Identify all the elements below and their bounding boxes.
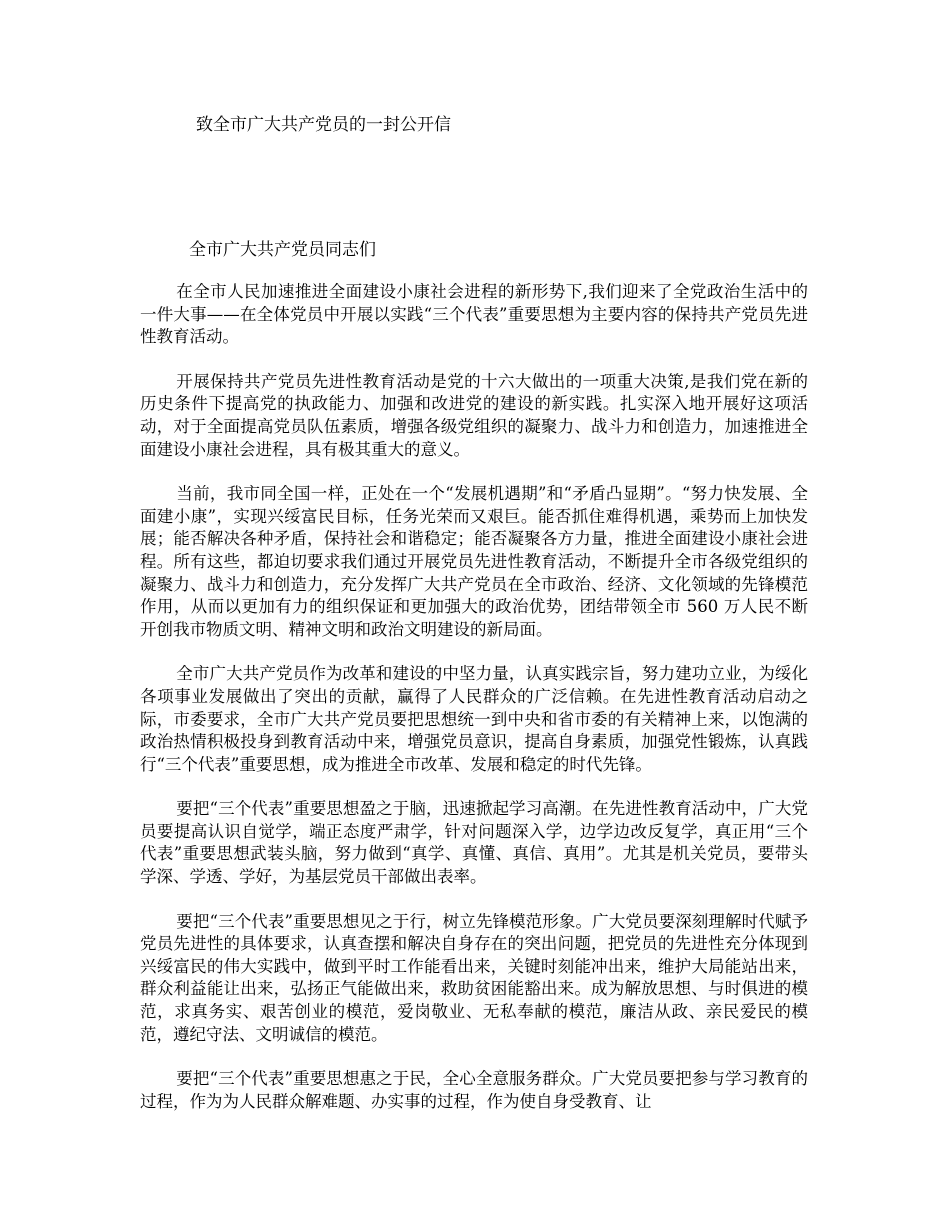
paragraph: 要把“三个代表”重要思想盈之于脑，迅速掀起学习高潮。在先进性教育活动中，广大党员要提高认识自觉学，端正态度严肃学，针对问题深入学，边学边改反复学，真正用“三个代表”重要思想武装头脑，努力做到“真学、真懂、真信、真用”。尤其是机关党员，要带头学深、学透、学好，为基层党员干部做出表率。	[140, 799, 808, 887]
paragraph: 当前，我市同全国一样，正处在一个“发展机遇期”和“矛盾凸显期”。“努力快发展、全面建小康”，实现兴绥富民目标，任务光荣而又艰巨。能否抓住难得机遇，乘势而上加快发展；能否解决各种矛盾，保持社会和谐稳定；能否凝聚各方力量，推进全面建设小康社会进程。所有这些，都迫切要求我们通过开展党员先进性教育活动，不断提升全市各级党组织的凝聚力、战斗力和创造力，充分发挥广大共产党员在全市政治、经济、文化领域的先锋模范作用，从而以更加有力的组织保证和更加强大的政治优势，团结带领全市 560 万人民不断开创我市物质文明、精神文明和政治文明建设的新局面。	[140, 484, 808, 639]
paragraph: 要把“三个代表”重要思想见之于行，树立先锋模范形象。广大党员要深刻理解时代赋予党员先进性的具体要求，认真查摆和解决自身存在的突出问题，把党员的先进性充分体现到兴绥富民的伟大实践中，做到平时工作能看出来，关键时刻能冲出来，维护大局能站出来，群众利益能让出来，弘扬正气能做出来，救助贫困能豁出来。成为解放思想、与时俱进的模范，求真务实、艰苦创业的模范，爱岗敬业、无私奉献的模范，廉洁从政、亲民爱民的模范，遵纪守法、文明诚信的模范。	[140, 911, 808, 1044]
salutation: 全市广大共产党员同志们	[189, 240, 376, 260]
document-body	[140, 281, 808, 1135]
paragraph: 要把“三个代表”重要思想惠之于民，全心全意服务群众。广大党员要把参与学习教育的过程，作为为人民群众解难题、办实事的过程，作为使自身受教育、让	[140, 1069, 808, 1111]
paragraph: 全市广大共产党员作为改革和建设的中坚力量，认真实践宗旨，努力建功立业，为绥化各项事业发展做出了突出的贡献，赢得了人民群众的广泛信赖。在先进性教育活动启动之际，市委要求，全市广大共产党员要把思想统一到中央和省市委的有关精神上来，以饱满的政治热情积极投身到教育活动中来，增强党员意识，提高自身素质，加强党性锻炼，认真践行“三个代表”重要思想，成为推进全市改革、发展和稳定的时代先锋。	[140, 664, 808, 774]
paragraph: 在全市人民加速推进全面建设小康社会进程的新形势下,我们迎来了全党政治生活中的一件大事——在全体党员中开展以实践“三个代表”重要思想为主要内容的保持共产党员先进性教育活动。	[140, 282, 808, 347]
document-title: 致全市广大共产党员的一封公开信	[196, 115, 451, 135]
paragraph: 开展保持共产党员先进性教育活动是党的十六大做出的一项重大决策,是我们党在新的历史条件下提高党的执政能力、加强和改进党的建设的新实践。扎实深入地开展好这项活动，对于全面提高党员队伍素质，增强各级党组织的凝聚力、战斗力和创造力，加速推进全面建设小康社会进程，具有极其重大的意义。	[140, 371, 808, 459]
